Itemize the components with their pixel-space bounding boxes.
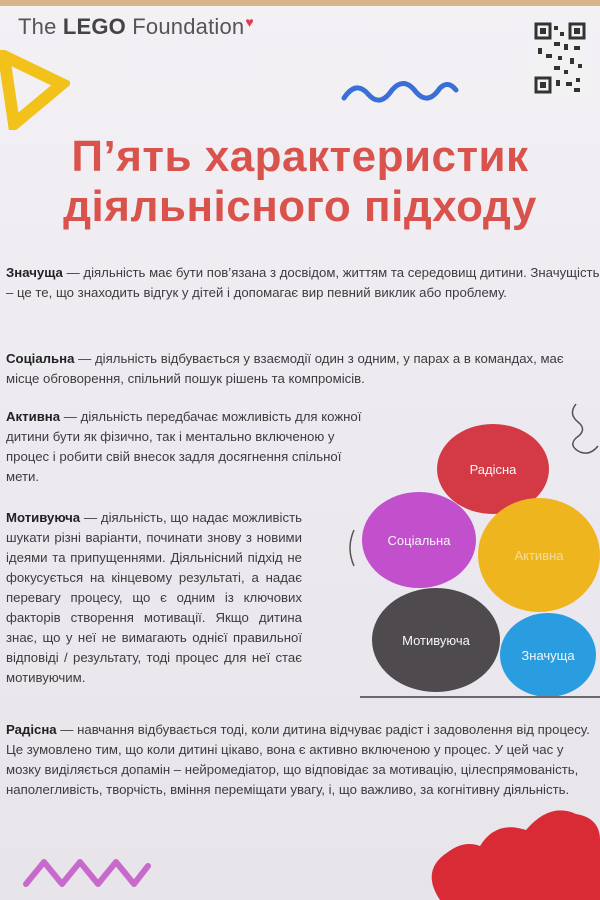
circle-sotsialna: Соціальна <box>362 492 476 588</box>
section-term: Значуща <box>6 265 63 280</box>
section-aktyvna <box>6 407 371 487</box>
squiggle-decoration-icon <box>566 400 600 460</box>
heart-icon: ♥ <box>245 14 254 30</box>
top-edge <box>0 0 600 6</box>
page-title <box>0 132 600 232</box>
section-sotsialna <box>6 349 600 389</box>
section-text: — діяльність має бути пов’язана з досвідом, життям та середовищ дитини. Значущість – це те, що знаходить відгук у дітей і допомагає вир певний виклик або проблему. <box>6 265 600 300</box>
title-line-1: П’ять характеристик <box>71 132 529 181</box>
lego-foundation-logo <box>18 14 254 40</box>
logo-brand: LEGO <box>62 14 126 39</box>
logo-suffix: Foundation <box>125 14 245 39</box>
section-text: — діяльність передбачає можливість для кожної дитини бути як фізично, так і ментально включеною у процес і робити свій внесок задля досягнення спільної мети. <box>6 409 362 484</box>
section-motyvuiucha <box>6 508 302 688</box>
logo-prefix: The <box>18 14 63 39</box>
circle-motyvuiucha: Мотивуюча <box>372 588 500 692</box>
qr-code-icon <box>534 22 586 96</box>
section-term: Активна <box>6 409 61 424</box>
section-znachushcha <box>6 263 600 303</box>
bracket-decoration-icon <box>345 528 357 568</box>
yellow-triangle-icon <box>0 50 70 130</box>
circle-aktyvna: Активна <box>478 498 600 612</box>
circle-radisna: Радісна <box>437 424 549 514</box>
section-term: Соціальна <box>6 351 75 366</box>
title-line-2: діяльнісного підходу <box>63 182 537 231</box>
diagram-baseline <box>360 696 600 698</box>
section-text: — діяльність відбувається у взаємодії один з одним, у парах а в командах, має місце обговорення, спільний пошук рішень та компромісів. <box>6 351 564 386</box>
section-text: — навчання відбувається тоді, коли дитина відчуває радіст і задоволення від процесу. Це зумовлено тим, що коли дитині цікаво, вона є активно включеною у процес. У цей час у мозку виділяється допамін – нейромедіатор, що відповідає за мотивацію, цілеспрямованість, наполегливість, творчість, вміння переміщати увагу, і, що важливо, за когнітивну діяльність. <box>6 722 590 797</box>
red-blob-decoration-icon <box>400 780 600 900</box>
circle-znachushcha: Значуща <box>500 613 596 697</box>
pink-zigzag-icon <box>22 852 152 892</box>
section-term: Мотивуюча <box>6 510 81 525</box>
section-term: Радісна <box>6 722 57 737</box>
section-text: — діяльність, що надає можливість шукати різні варіанти, починати знову з новими ідеями та припущеннями. Діяльнісний підхід не фокусується на кінцевому результаті, а надає перевагу процесу, що є одним із ключових факторів створення мотивації. Якщо дитина знає, що у неї не вимагають однієї правильної відповіді / результату, тоді процес для неї стає мотивуючим. <box>6 510 302 685</box>
blue-wave-icon <box>340 78 460 108</box>
